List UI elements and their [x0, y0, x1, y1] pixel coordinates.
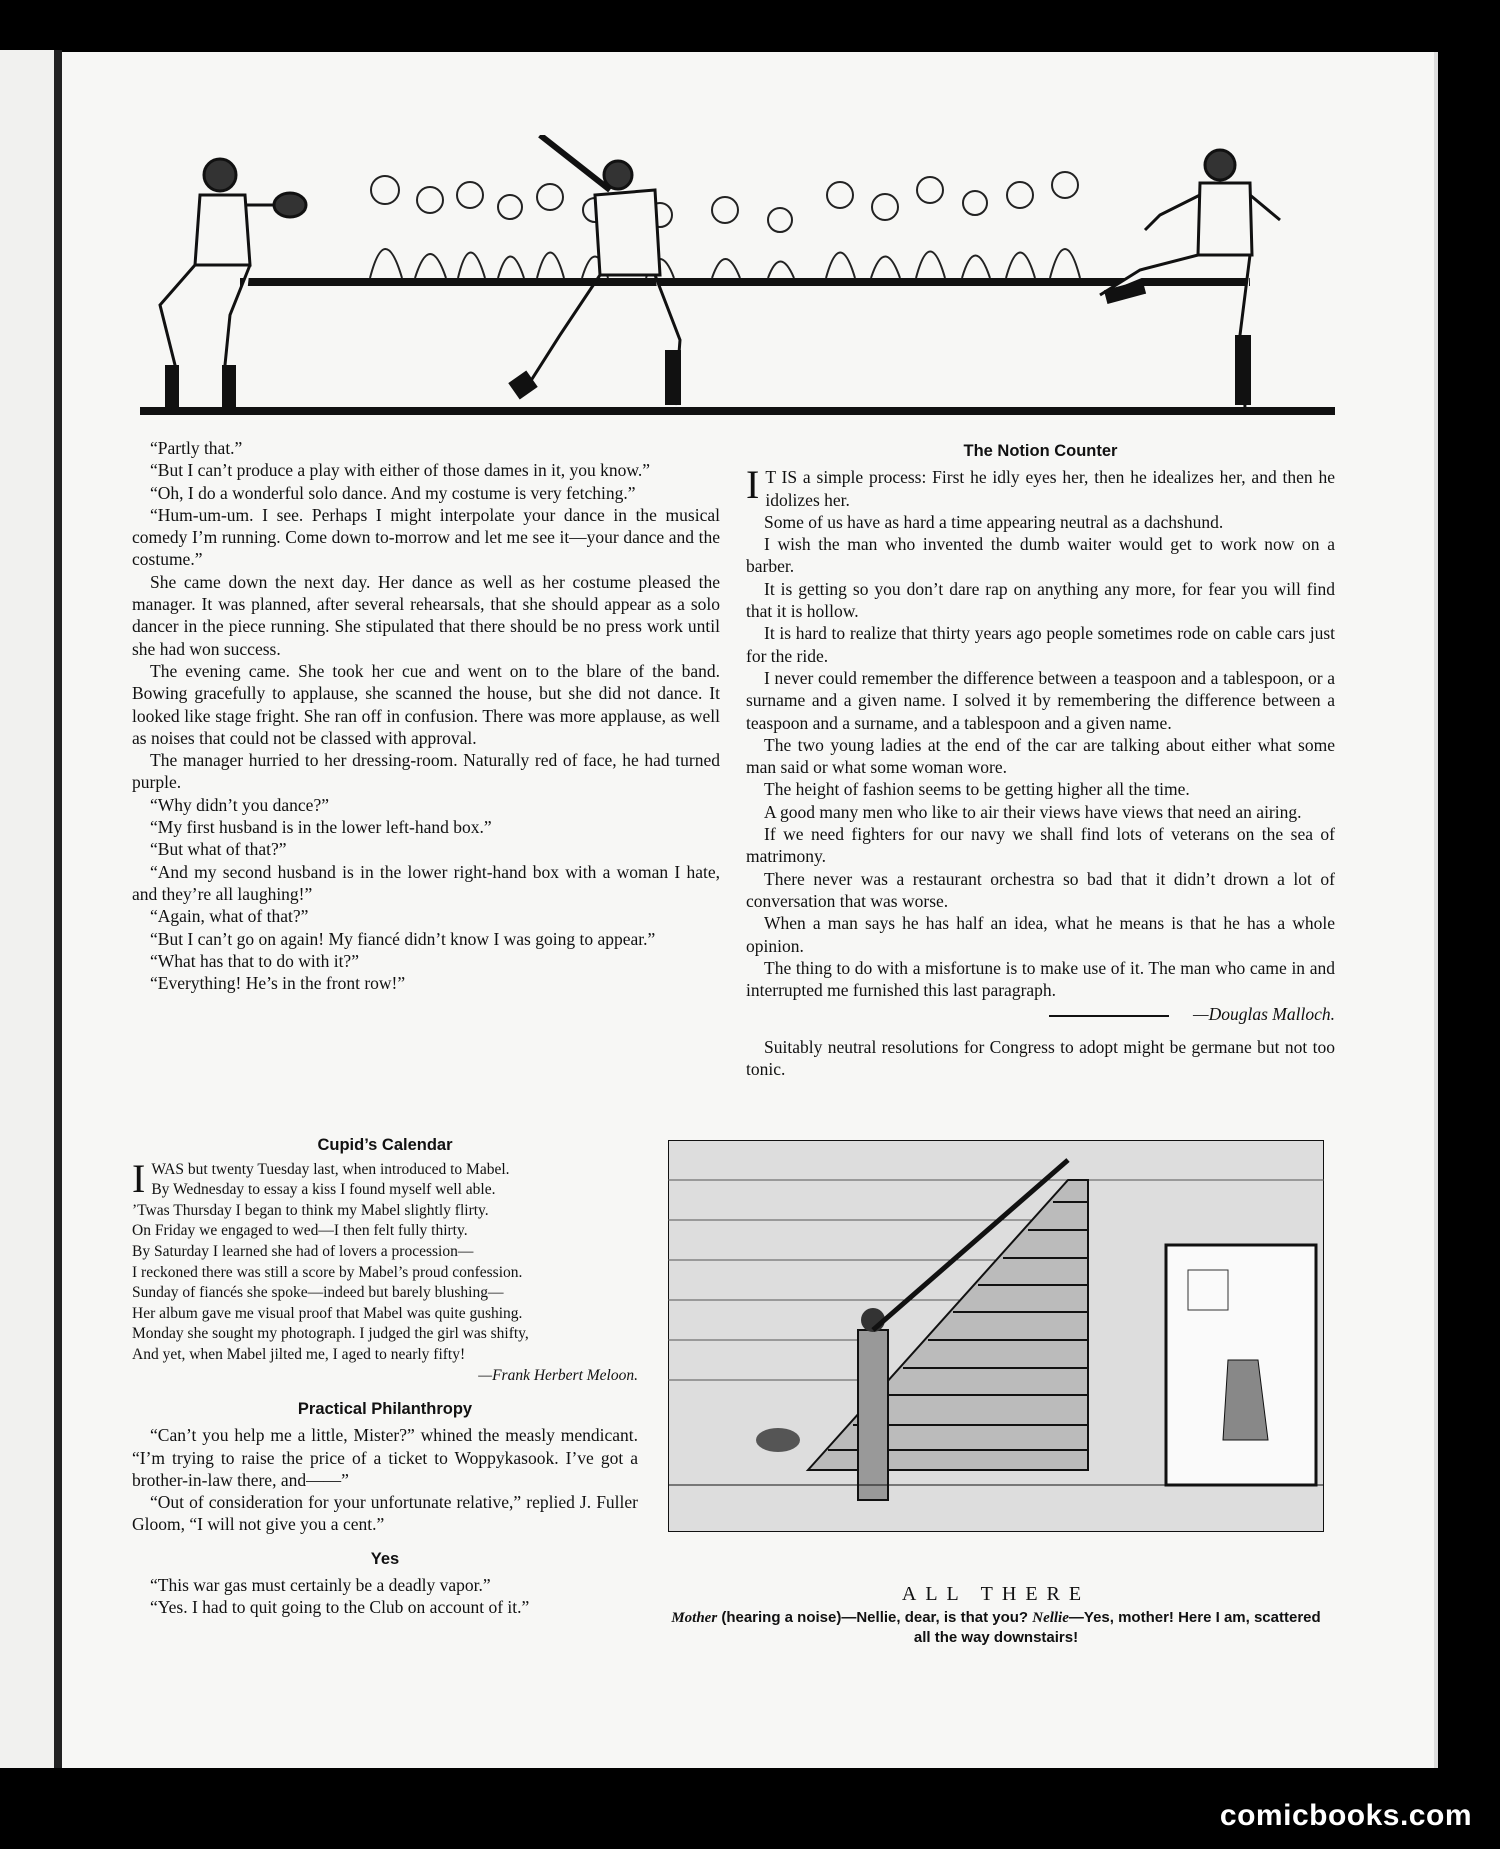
poem-line: Monday she sought my photograph. I judged the girl was shifty,: [132, 1325, 529, 1343]
poem-line: Sunday of fiancés she spoke—indeed but barely blushing—: [132, 1284, 504, 1302]
column-signature: —Douglas Malloch.: [1193, 1004, 1335, 1025]
poem-line: I reckoned there was still a score by Mabel’s proud confession.: [132, 1263, 523, 1281]
poem-line: By Saturday I learned she had of lovers a procession—: [132, 1242, 474, 1260]
story-paragraph: “Again, what of that?”: [150, 906, 309, 927]
poem-line: On Friday we engaged to wed—I then felt fully thirty.: [132, 1222, 468, 1240]
poem-line: Her album gave me visual proof that Mabel was quite gushing.: [132, 1304, 523, 1322]
caption-speaker: Nellie: [1032, 1610, 1069, 1626]
poem-line: WAS but twenty Tuesday last, when introduced to Mabel.: [151, 1160, 510, 1178]
signature-rule: [1049, 1015, 1169, 1017]
story-paragraph: “Partly that.”: [150, 438, 243, 458]
column-title: The Notion Counter: [963, 442, 1118, 460]
drop-cap: I: [132, 1155, 146, 1201]
section-paragraph: “Out of consideration for your unfortunate relative,” replied J. Fuller Gloom, “I will not give you a cent.”: [132, 1492, 638, 1535]
section-paragraph: “Yes. I had to quit going to the Club on account of it.”: [150, 1597, 530, 1618]
section-paragraph: “Can’t you help me a little, Mister?” whined the measly mendicant. “I’m trying to raise the price of a ticket to Woppykasook. I’ve got a brother-in-law there, and——”: [132, 1425, 638, 1490]
column-paragraph: It is getting so you don’t dare rap on anything any more, for fear you will find that it is hollow.: [746, 578, 1335, 622]
column-paragraph: I wish the man who invented the dumb waiter would get to work now on a barber.: [746, 534, 1335, 577]
facing-page-edge: [0, 50, 56, 1768]
page-binding: [54, 50, 62, 1768]
story-paragraph: The evening came. She took her cue and went on to the blare of the band. Bowing gracefully to applause, she scanned the house, but she did not dance. It looked like stage fright. She ran off in confusion. There was more applause, as well as noises that could not be classed with approval.: [132, 660, 720, 748]
baseball-illustration: [140, 135, 1340, 430]
section-paragraph: “This war gas must certainly be a deadly vapor.”: [150, 1575, 491, 1596]
story-paragraph: “Why didn’t you dance?”: [150, 794, 329, 815]
column-paragraph: A good many men who like to air their views have views that need an airing.: [764, 801, 1302, 822]
notion-counter-column: [746, 440, 1335, 1080]
caption-line: —Yes, mother! Here I am, scattered all the way downstairs!: [913, 1609, 1321, 1646]
story-paragraph: The manager hurried to her dressing-room. Naturally red of face, he had turned purple.: [132, 750, 720, 793]
column-paragraph: Suitably neutral resolutions for Congress to adopt might be germane but not too tonic.: [746, 1036, 1335, 1080]
site-watermark: comicbooks.com: [1219, 1799, 1472, 1832]
cupids-calendar-poem: [132, 1135, 638, 1386]
column-paragraph: It is hard to realize that thirty years ago people sometimes rode on cable cars just for the ride.: [746, 623, 1335, 666]
caption-line: (hearing a noise)—Nellie, dear, is that you?: [717, 1609, 1029, 1626]
column-paragraph: If we need fighters for our navy we shall find lots of veterans on the sea of matrimony.: [746, 824, 1335, 867]
column-signature-line: [746, 1003, 1335, 1025]
drop-cap: I: [746, 462, 760, 508]
poem-line: By Wednesday to essay a kiss I found myself well able.: [151, 1181, 496, 1199]
column-paragraph: The height of fashion seems to be getting higher all the time.: [764, 779, 1190, 800]
section-title: Yes: [370, 1549, 400, 1568]
story-paragraph: “Everything! He’s in the front row!”: [150, 973, 406, 994]
philanthropy-section: [132, 1398, 638, 1619]
story-continuation: [132, 437, 720, 994]
cartoon-caption: [668, 1608, 1324, 1647]
poem-signature: —Frank Herbert Meloon.: [478, 1366, 638, 1384]
column-paragraph: The thing to do with a misfortune is to make use of it. The man who came in and interrupted me furnished this last paragraph.: [746, 957, 1335, 1001]
cartoon-title: ALL THERE: [901, 1583, 1091, 1605]
poem-line: ’Twas Thursday I began to think my Mabel slightly flirty.: [132, 1201, 489, 1219]
section-title: Practical Philanthropy: [297, 1400, 473, 1418]
column-paragraph: When a man says he has half an idea, what he means is that he has a whole opinion.: [746, 913, 1335, 956]
column-paragraph: I never could remember the difference between a teaspoon and a tablespoon, or a surname and a given name. I solved it by remembering the difference between a teaspoon and a surname, and a tablespoon and a given name.: [746, 667, 1335, 733]
column-paragraph: The two young ladies at the end of the car are talking about either what some man said or what some woman wore.: [746, 734, 1335, 778]
story-paragraph: “But I can’t go on again! My fiancé didn’t know I was going to appear.”: [150, 928, 656, 949]
column-paragraph: T IS a simple process: First he idly eyes her, then he idealizes her, and then he idolizes her.: [765, 467, 1335, 510]
story-paragraph: “What has that to do with it?”: [150, 950, 359, 971]
caption-speaker: Mother: [671, 1610, 718, 1626]
column-paragraph: Some of us have as hard a time appearing neutral as a dachshund.: [764, 511, 1224, 532]
column-paragraph: There never was a restaurant orchestra so bad that it didn’t drown a lot of conversation that was worse.: [746, 868, 1335, 911]
story-paragraph: She came down the next day. Her dance as well as her costume pleased the manager. It was planned, after several rehearsals, that she should appear as a solo dancer in the piece running. She stipulated that there should be no press work until she had won success.: [132, 571, 720, 659]
story-paragraph: “Oh, I do a wonderful solo dance. And my costume is very fetching.”: [150, 482, 636, 503]
story-paragraph: “Hum-um-um. I see. Perhaps I might interpolate your dance in the musical comedy I’m running. Come down to-morrow and let me see it—your dance and the costume.”: [132, 504, 720, 570]
story-paragraph: “But I can’t produce a play with either of those dames in it, you know.”: [150, 460, 651, 481]
story-paragraph: “My first husband is in the lower left-hand box.”: [150, 817, 492, 838]
story-paragraph: “And my second husband is in the lower right-hand box with a woman I hate, and they’re all laughing!”: [132, 861, 720, 904]
story-paragraph: “But what of that?”: [150, 839, 287, 860]
poem-title: Cupid’s Calendar: [317, 1136, 453, 1154]
poem-line: And yet, when Mabel jilted me, I aged to nearly fifty!: [132, 1345, 466, 1363]
staircase-cartoon: [668, 1140, 1324, 1532]
